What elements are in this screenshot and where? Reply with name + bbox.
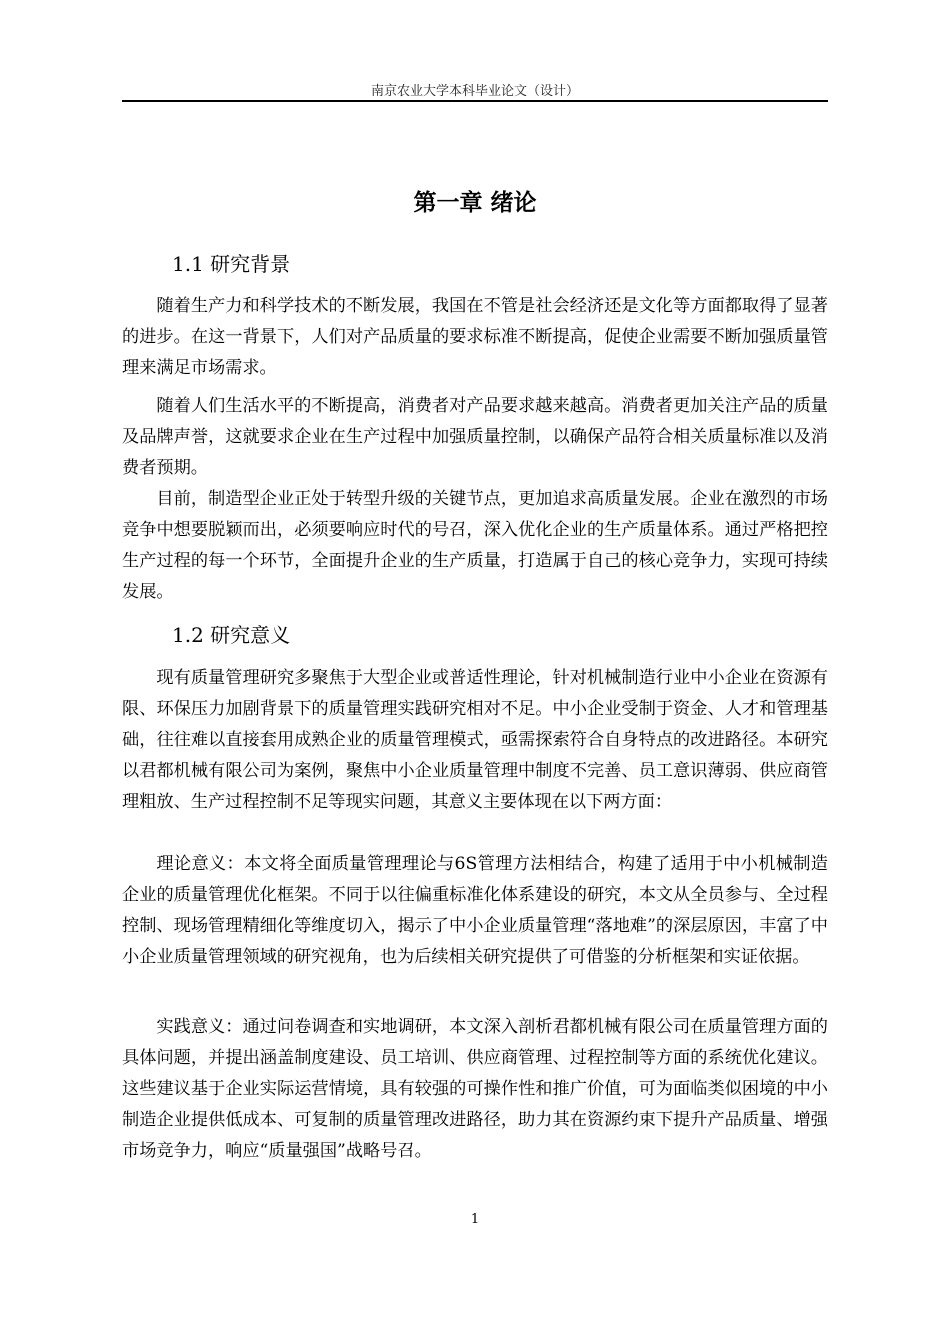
paragraph: 目前，制造型企业正处于转型升级的关键节点，更加追求高质量发展。企业在激烈的市场竞争中想要脱颖而出，必须要响应时代的号召，深入优化企业的生产质量体系。通过严格把控生产过程的每一个环节，全面提升企业的生产质量，打造属于自己的核心竞争力，实现可持续发展。 xyxy=(122,489,828,602)
paragraph: 随着生产力和科学技术的不断发展，我国在不管是社会经济还是文化等方面都取得了显著的进步。在这一背景下，人们对产品质量的要求标准不断提高，促使企业需要不断加强质量管理来满足市场需求。 xyxy=(122,296,828,378)
paragraph: 现有质量管理研究多聚焦于大型企业或普适性理论，针对机械制造行业中小企业在资源有限、环保压力加剧背景下的质量管理实践研究相对不足。中小企业受制于资金、人才和管理基础，往往难以直接套用成熟企业的质量管理模式，亟需探索符合自身特点的改进路径。本研究以君都机械有限公司为案例，聚焦中小企业质量管理中制度不完善、员工意识薄弱、供应商管理粗放、生产过程控制不足等现实问题，其意义主要体现在以下两方面： xyxy=(122,668,828,812)
paragraph: 随着人们生活水平的不断提高，消费者对产品要求越来越高。消费者更加关注产品的质量及品牌声誉，这就要求企业在生产过程中加强质量控制，以确保产品符合相关质量标准以及消费者预期。 xyxy=(122,396,828,478)
section-heading-background: 1.1 研究背景 xyxy=(172,252,291,276)
section-heading-significance: 1.2 研究意义 xyxy=(172,623,291,647)
page-number: 1 xyxy=(470,1212,480,1227)
running-header: 南京农业大学本科毕业论文（设计） xyxy=(370,84,579,99)
header-rule xyxy=(122,100,828,102)
paragraph: 实践意义：通过问卷调查和实地调研，本文深入剖析君都机械有限公司在质量管理方面的具体问题，并提出涵盖制度建设、员工培训、供应商管理、过程控制等方面的系统优化建议。这些建议基于企业实际运营情境，具有较强的可操作性和推广价值，可为面临类似困境的中小制造企业提供低成本、可复制的质量管理改进路径，助力其在资源约束下提升产品质量、增强市场竞争力，响应“质量强国”战略号召。 xyxy=(122,1017,828,1161)
chapter-title: 第一章 绪论 xyxy=(413,190,537,216)
paragraph: 理论意义：本文将全面质量管理理论与6S管理方法相结合，构建了适用于中小机械制造企业的质量管理优化框架。不同于以往偏重标准化体系建设的研究，本文从全员参与、全过程控制、现场管理精细化等维度切入，揭示了中小企业质量管理“落地难”的深层原因，丰富了中小企业质量管理领域的研究视角，也为后续相关研究提供了可借鉴的分析框架和实证依据。 xyxy=(122,854,828,967)
